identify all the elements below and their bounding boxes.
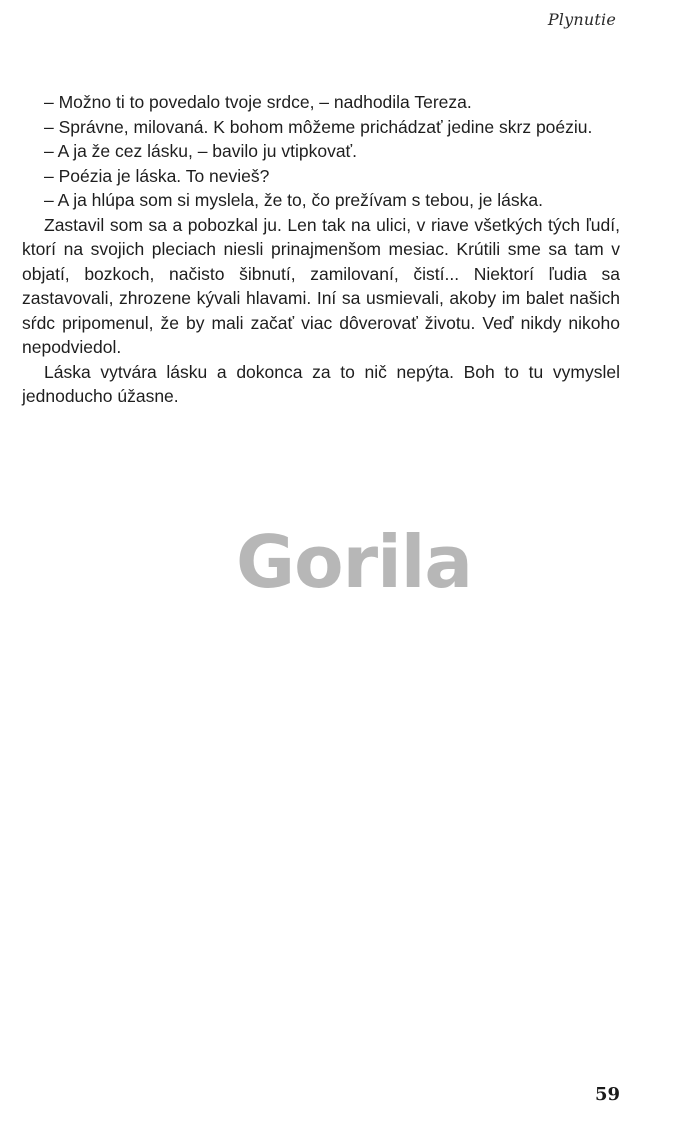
- paragraph: Zastavil som sa a pobozkal ju. Len tak na ulici, v riave všetkých tých ľudí, ktorí na svojich pleciach niesli prinajmenšom mesiac. Krútili sme sa tam v objatí, bozkoch, načisto šibnutí, zamilovaní, čistí... Niektorí ľudia sa zastavovali, zhrozene kývali hlavami. Iní sa usmievali, akoby im balet našich sŕdc pripomenul, že by mali začať viac dôverovať životu. Veď nikdy nikoho nepodviedol.: [22, 214, 620, 357]
- paragraph: Láska vytvára lásku a dokonca za to nič nepýta. Boh to tu vymyslel jednoducho úžasne.: [22, 361, 620, 406]
- running-header: Plynutie: [547, 10, 616, 29]
- paragraph: – A ja že cez lásku, – bavilo ju vtipkovať.: [44, 141, 357, 161]
- page-number: 59: [594, 1084, 620, 1105]
- paragraph: – Poézia je láska. To nevieš?: [44, 165, 270, 186]
- paragraph: – Možno ti to povedalo tvoje srdce, – nadhodila Tereza.: [44, 92, 472, 112]
- paragraph: – Správne, milovaná. K bohom môžeme prichádzať jedine skrz poéziu.: [44, 116, 593, 137]
- gorila-watermark: Gorila: [236, 520, 473, 604]
- body-text: [22, 90, 620, 409]
- paragraph: – A ja hlúpa som si myslela, že to, čo prežívam s tebou, je láska.: [44, 190, 543, 210]
